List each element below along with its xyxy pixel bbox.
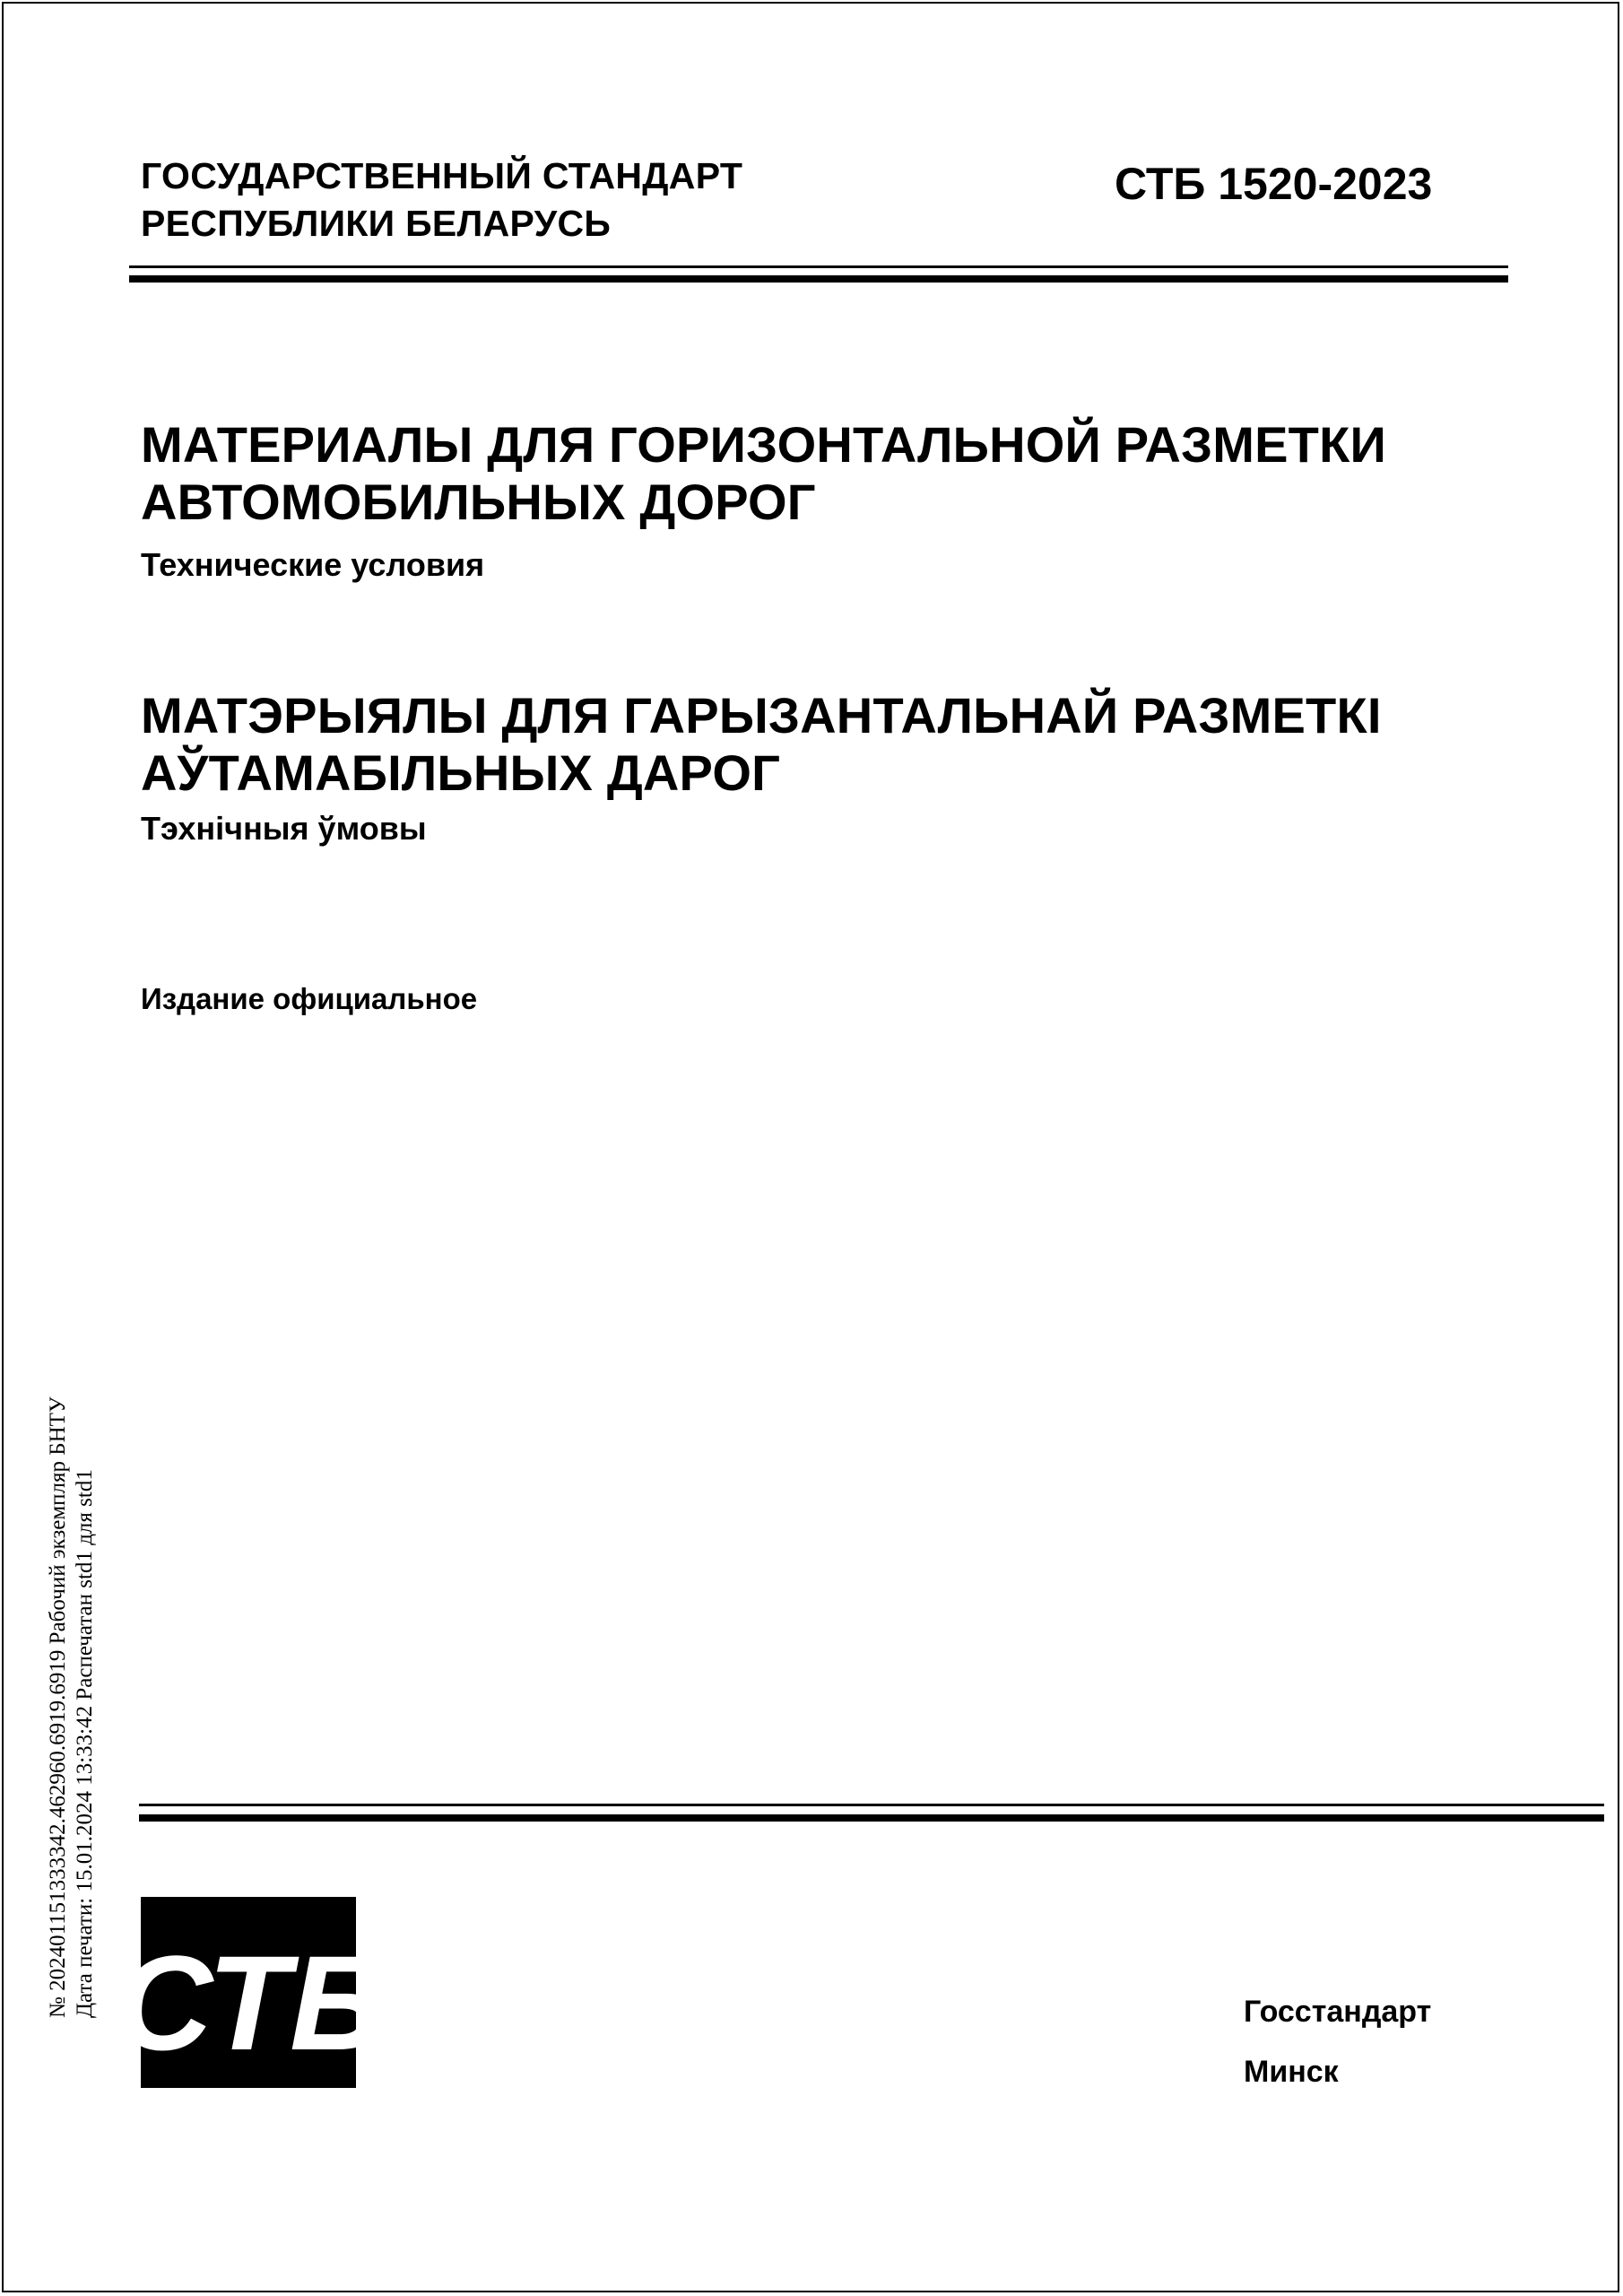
title-ru-line-2: АВТОМОБИЛЬНЫХ ДОРОГ	[141, 474, 816, 530]
title-by-line-1: МАТЭРЫЯЛЫ ДЛЯ ГАРЫЗАНТАЛЬНАЙ РАЗМЕТКІ	[141, 687, 1382, 744]
stamp-line-2: Дата печати: 15.01.2024 13:33:42 Распечатан std1 для std1	[73, 1469, 97, 2018]
top-rule-thick	[129, 275, 1508, 283]
standard-code: СТБ 1520-2023	[1115, 159, 1433, 209]
title-by	[141, 687, 1382, 802]
stb-logo-icon	[115, 1897, 386, 2088]
stamp-line-1: № 202401151333342.462960.6919.6919 Рабочий экземпляр БНТУ	[46, 1396, 70, 2018]
title-ru-line-1: МАТЕРИАЛЫ ДЛЯ ГОРИЗОНТАЛЬНОЙ РАЗМЕТКИ	[141, 416, 1386, 473]
title-ru	[141, 416, 1386, 531]
stb-logo	[115, 1897, 386, 2088]
bottom-rule-thin	[139, 1804, 1604, 1806]
bottom-rule-thick	[139, 1814, 1604, 1822]
subtitle-ru: Технические условия	[141, 546, 485, 583]
header-line-1: ГОСУДАРСТВЕННЫЙ СТАНДАРТ	[141, 155, 743, 196]
stb-logo-text: СТБ	[115, 1927, 386, 2078]
subtitle-by: Тэхнічныя ўмовы	[141, 810, 427, 847]
top-rule-thin	[129, 265, 1508, 268]
publisher-city: Минск	[1244, 2055, 1339, 2089]
header-line-2: РЕСПУБЛИКИ БЕЛАРУСЬ	[141, 203, 612, 244]
publisher-name: Госстандарт	[1244, 1995, 1432, 2029]
edition-label: Издание официальное	[141, 982, 478, 1015]
header-left	[141, 152, 742, 248]
print-stamp	[45, 1211, 99, 2018]
title-by-line-2: АЎТАМАБІЛЬНЫХ ДАРОГ	[141, 744, 781, 801]
